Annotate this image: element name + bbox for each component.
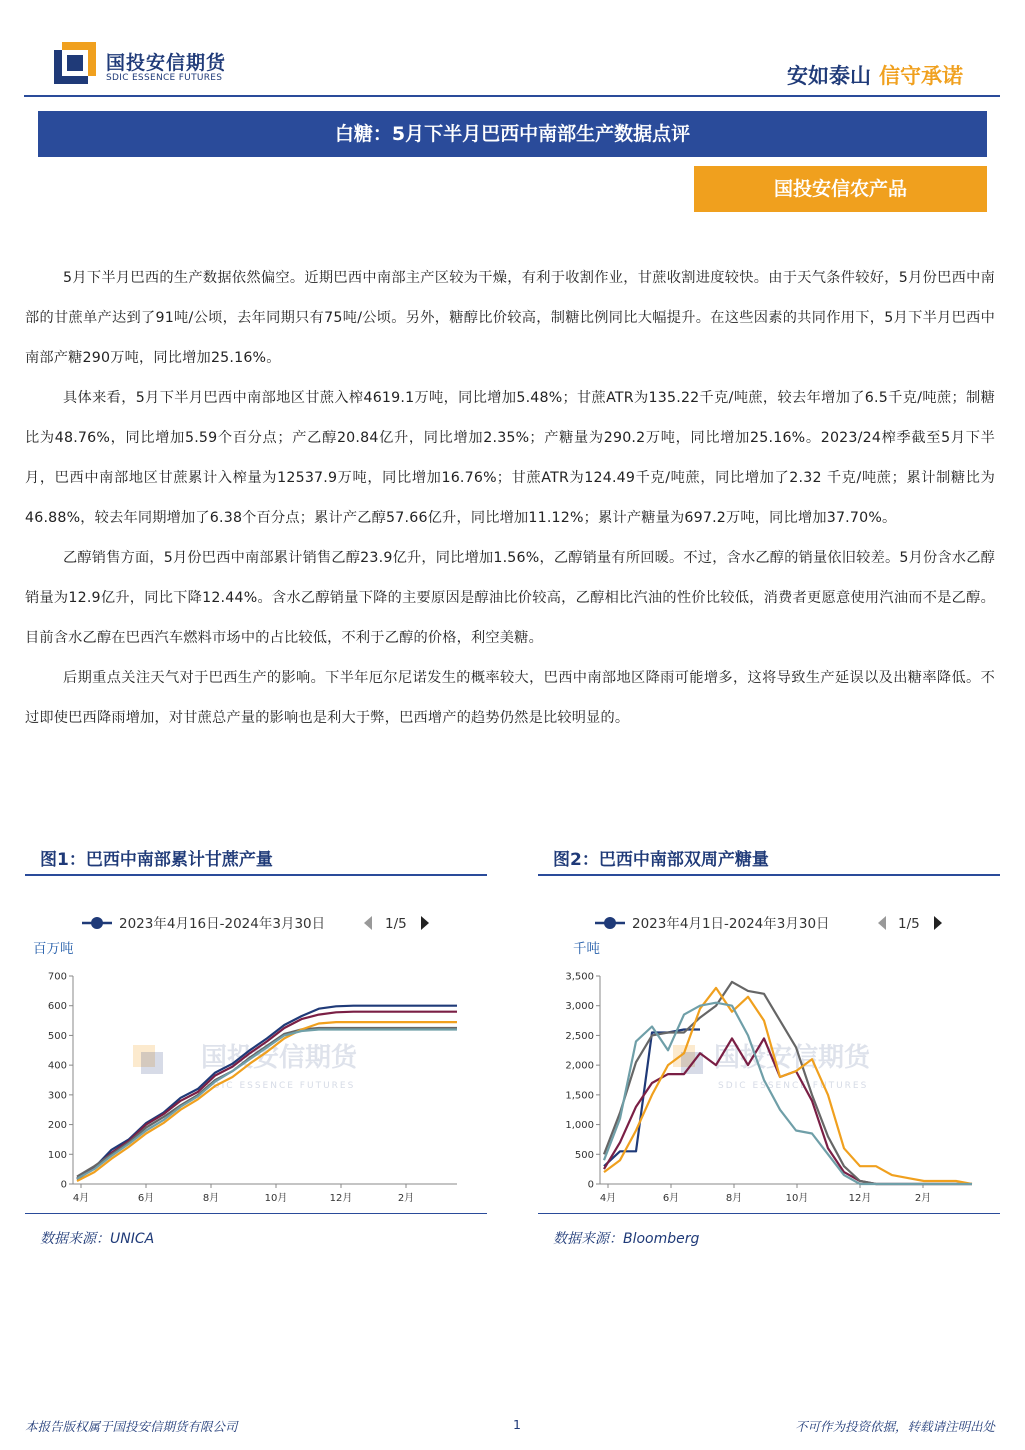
- report-body: [25, 258, 995, 738]
- x-tick-label: 8月: [725, 1193, 743, 1204]
- paragraph: 具体来看，5月下半月巴西中南部地区甘蔗入榨4619.1万吨，同比增加5.48%；甘蔗ATR为135.22千克/吨蔗，较去年增加了6.5千克/吨蔗；制糖比为48.76%，同比增加5.59个百分点；产乙醇20.84亿升，同比增加2.35%；产糖量为290.2万吨，同比增加25.16%。2023/24榨季截至5月下半月，巴西中南部地区甘蔗累计入榨量为12537.9万吨，同比增加16.76%；甘蔗ATR为124.49千克/吨蔗，同比增加了2.32 千克/吨蔗；累计制糖比为46.88%，较去年同期增加了6.38个百分点；累计产乙醇57.66亿升，同比增加11.12%；累计产糖量为697.2万吨，同比增加37.70%。: [25, 390, 995, 526]
- y-tick-label: 0: [587, 1179, 594, 1191]
- y-tick-label: 500: [574, 1149, 594, 1161]
- prev-page-icon[interactable]: [878, 916, 886, 930]
- x-tick-label: 6月: [137, 1193, 155, 1204]
- figure2-source: 数据来源：Bloomberg: [553, 1231, 700, 1247]
- figure2-chart: [538, 880, 1000, 1210]
- figure1-title: 图1：巴西中南部累计甘蔗产量: [40, 850, 273, 870]
- y-tick-label: 100: [47, 1149, 67, 1161]
- figure1-top-rule: [25, 874, 487, 876]
- slogan: [787, 60, 963, 90]
- figure2-plot: [565, 972, 972, 1205]
- y-tick-label: 600: [47, 1001, 67, 1013]
- logo-text-cn: 国投安信期货: [106, 52, 227, 74]
- y-tick-label: 3,500: [565, 971, 594, 983]
- y-tick-label: 200: [47, 1120, 67, 1132]
- figure1-legend-label: 2023年4月16日-2024年3月30日: [119, 916, 326, 932]
- legend-marker: [604, 917, 616, 929]
- x-tick-label: 4月: [72, 1193, 90, 1204]
- watermark-logo-icon: [141, 1052, 163, 1074]
- report-title: 白糖：5月下半月巴西中南部生产数据点评: [38, 111, 987, 157]
- figure2-bottom-rule: [538, 1213, 1000, 1214]
- watermark-text: 国投安信期货: [714, 1043, 871, 1073]
- x-tick-label: 10月: [785, 1193, 809, 1204]
- x-tick-label: 8月: [202, 1193, 220, 1204]
- y-tick-label: 400: [47, 1060, 67, 1072]
- figure1-chart: [25, 880, 487, 1210]
- figure1-pager: 1/5: [385, 916, 407, 932]
- prev-page-icon[interactable]: [364, 916, 372, 930]
- figure1-legend: [82, 915, 429, 932]
- x-tick-label: 12月: [848, 1193, 872, 1204]
- header-divider: [24, 95, 1000, 97]
- paragraph: 后期重点关注天气对于巴西生产的影响。下半年厄尔尼诺发生的概率较大，巴西中南部地区降雨可能增多，这将导致生产延误以及出糖率降低。不过即使巴西降雨增加，对甘蔗总产量的影响也是利大于弊，巴西增产的趋势仍然是比较明显的。: [25, 670, 995, 726]
- figure2-top-rule: [538, 874, 1000, 876]
- page-number: 1: [513, 1417, 521, 1432]
- series-line: [77, 1012, 457, 1178]
- y-tick-label: 1,500: [565, 1090, 594, 1102]
- slogan-part1: 安如泰山: [787, 64, 871, 88]
- legend-marker: [91, 917, 103, 929]
- y-tick-label: 500: [47, 1030, 67, 1042]
- slogan-part2: 信守承诺: [879, 64, 963, 88]
- watermark-text: 国投安信期货: [201, 1043, 358, 1073]
- x-tick-label: 4月: [599, 1193, 617, 1204]
- x-tick-label: 6月: [662, 1193, 680, 1204]
- figure2-unit: 千吨: [573, 941, 600, 957]
- series-line: [77, 1006, 457, 1180]
- x-tick-label: 10月: [264, 1193, 288, 1204]
- y-tick-label: 700: [47, 971, 67, 983]
- paragraph: 乙醇销售方面，5月份巴西中南部累计销售乙醇23.9亿升，同比增加1.56%，乙醇销量有所回暖。不过，含水乙醇的销量依旧较差。5月份含水乙醇销量为12.9亿升，同比下降12.44%。含水乙醇销量下降的主要原因是醇油比价较高，乙醇相比汽油的性价比较低，消费者更愿意使用汽油而不是乙醇。目前含水乙醇在巴西汽车燃料市场中的占比较低，不利于乙醇的价格，利空美糖。: [25, 550, 995, 646]
- figure2-legend: [595, 915, 942, 932]
- y-tick-label: 2,500: [565, 1030, 594, 1042]
- y-tick-label: 1,000: [565, 1120, 594, 1132]
- figure1-bottom-rule: [25, 1213, 487, 1214]
- next-page-icon[interactable]: [421, 916, 429, 930]
- footer-disclaimer: 不可作为投资依据，转载请注明出处: [794, 1419, 995, 1434]
- y-tick-label: 2,000: [565, 1060, 594, 1072]
- figure2-legend-label: 2023年4月1日-2024年3月30日: [632, 916, 830, 932]
- figure2-title: 图2：巴西中南部双周产糖量: [553, 850, 769, 870]
- logo-text-en: SDIC ESSENCE FUTURES: [106, 73, 223, 83]
- x-tick-label: 12月: [329, 1193, 353, 1204]
- next-page-icon[interactable]: [934, 916, 942, 930]
- report-tag: 国投安信农产品: [694, 166, 987, 212]
- figure1-unit: 百万吨: [33, 941, 74, 957]
- series-line: [604, 1003, 972, 1184]
- y-tick-label: 3,000: [565, 1001, 594, 1013]
- y-tick-label: 0: [60, 1179, 67, 1191]
- x-tick-label: 2月: [914, 1193, 932, 1204]
- watermark-subtext: SDIC ESSENCE FUTURES: [205, 1081, 356, 1091]
- x-tick-label: 2月: [397, 1193, 415, 1204]
- company-logo-icon: [54, 42, 96, 84]
- figure1-source: 数据来源：UNICA: [40, 1231, 155, 1247]
- figure2-pager: 1/5: [898, 916, 920, 932]
- watermark-subtext: SDIC ESSENCE FUTURES: [718, 1081, 869, 1091]
- paragraph: 5月下半月巴西的生产数据依然偏空。近期巴西中南部主产区较为干燥，有利于收割作业，甘蔗收割进度较快。由于天气条件较好，5月份巴西中南部的甘蔗单产达到了91吨/公顷，去年同期只有75吨/公顷。另外，糖醇比价较高，制糖比例同比大幅提升。在这些因素的共同作用下，5月下半月巴西中南部产糖290万吨，同比增加25.16%。: [25, 270, 995, 366]
- footer-copyright: 本报告版权属于国投安信期货有限公司: [25, 1419, 238, 1434]
- y-tick-label: 300: [47, 1090, 67, 1102]
